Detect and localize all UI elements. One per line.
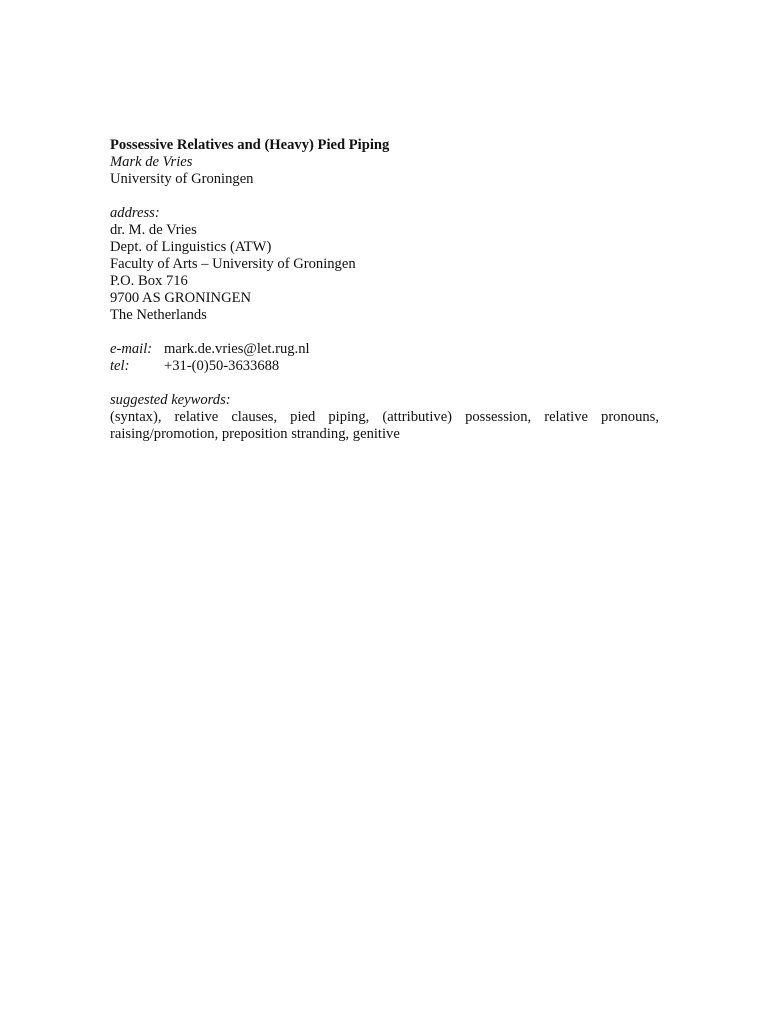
tel-label: tel: — [110, 358, 130, 374]
spacer — [110, 375, 659, 392]
title-page-content — [110, 137, 659, 443]
spacer — [110, 188, 659, 205]
address-line: The Netherlands — [110, 307, 207, 323]
address-heading: address: — [110, 205, 160, 221]
email-label: e-mail: — [110, 341, 153, 357]
author-name: Mark de Vries — [110, 154, 193, 170]
address-block — [110, 205, 659, 324]
tel-value: +31-(0)50-3633688 — [164, 358, 280, 374]
author-affiliation: University of Groningen — [110, 171, 254, 187]
address-line: Dept. of Linguistics (ATW) — [110, 239, 272, 255]
address-line: Faculty of Arts – University of Groningen — [110, 256, 356, 272]
spacer — [110, 324, 659, 341]
address-line: 9700 AS GRONINGEN — [110, 290, 252, 306]
email-value: mark.de.vries@let.rug.nl — [164, 341, 310, 357]
tel-row — [110, 358, 659, 375]
paper-title: Possessive Relatives and (Heavy) Pied Piping — [110, 137, 390, 153]
address-line: P.O. Box 716 — [110, 273, 188, 289]
keywords-text: (syntax), relative clauses, pied piping, (attributive) possession, relative pronouns, raising/promotion, preposition stranding, genitive — [110, 409, 659, 442]
keywords-block — [110, 392, 659, 443]
contact-block — [110, 341, 659, 375]
address-line: dr. M. de Vries — [110, 222, 197, 238]
email-row — [110, 341, 659, 358]
keywords-heading: suggested keywords: — [110, 392, 231, 408]
